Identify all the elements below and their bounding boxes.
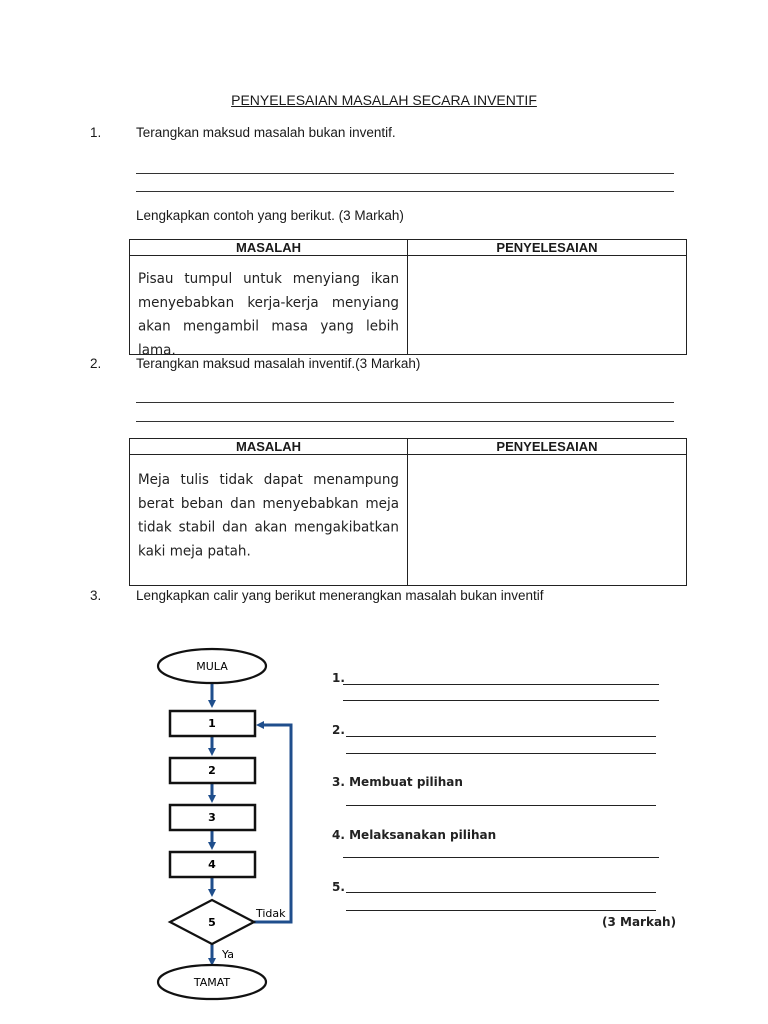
arrow-loop-back <box>254 725 291 922</box>
answer-4-line[interactable] <box>343 857 659 858</box>
answer-5-line-a[interactable] <box>346 892 656 893</box>
flow-step-2-label: 2 <box>208 764 216 777</box>
answer-3-text: Membuat pilihan <box>349 775 463 789</box>
flow-decision-label: 5 <box>208 916 216 929</box>
flow-start-label: MULA <box>196 660 228 673</box>
page-title: PENYELESAIAN MASALAH SECARA INVENTIF <box>231 92 537 108</box>
question-2-number: 2. <box>90 356 102 371</box>
q2-problem-text: Meja tulis tidak dapat menampung berat beban dan menyebabkan meja tidak stabil dan akan mengakibatkan kaki meja patah. <box>138 471 399 560</box>
answer-2-line-b[interactable] <box>346 753 656 754</box>
answer-1-line-b[interactable] <box>343 700 659 701</box>
answer-5-line-b[interactable] <box>346 910 656 911</box>
q1-problem-text: Pisau tumpul untuk menyiang ikan menyebabkan kerja-kerja menyiang akan mengambil masa yang lebih lama. <box>138 270 399 359</box>
flow-yes-label: Ya <box>222 948 234 961</box>
answer-4-label <box>332 828 496 842</box>
question-1-number: 1. <box>90 125 102 140</box>
question-1-sub-instruction: Lengkapkan contoh yang berikut. (3 Markah) <box>136 208 404 223</box>
q2-header-penyelesaian: PENYELESAIAN <box>408 439 687 455</box>
answer-5-label: 5. <box>332 880 345 894</box>
q3-marks-label: (3 Markah) <box>602 915 677 929</box>
flow-step-4-label: 4 <box>208 858 216 871</box>
flow-step-1-label: 1 <box>208 717 216 730</box>
question-1-text: Terangkan maksud masalah bukan inventif. <box>136 125 396 140</box>
answer-3-number: 3. <box>332 775 345 789</box>
flow-step-3-label: 3 <box>208 811 216 824</box>
answer-1-label: 1. <box>332 671 345 685</box>
answer-2-label: 2. <box>332 723 345 737</box>
q2-header-masalah: MASALAH <box>130 439 408 455</box>
answer-1-line-a[interactable] <box>343 684 659 685</box>
answer-3-line[interactable] <box>346 805 656 806</box>
q1-header-penyelesaian: PENYELESAIAN <box>408 240 687 256</box>
answer-3-label <box>332 775 463 789</box>
flow-end-label: TAMAT <box>193 976 231 989</box>
answer-4-number: 4. <box>332 828 345 842</box>
question-3-text: Lengkapkan calir yang berikut menerangkan masalah bukan inventif <box>136 588 544 603</box>
answer-2-line-a[interactable] <box>346 736 656 737</box>
flow-no-label: Tidak <box>256 907 286 920</box>
q1-header-masalah: MASALAH <box>130 240 408 256</box>
question-2-text: Terangkan maksud masalah inventif.(3 Markah) <box>136 356 421 371</box>
question-3-number: 3. <box>90 588 102 603</box>
answer-4-text: Melaksanakan pilihan <box>349 828 497 842</box>
